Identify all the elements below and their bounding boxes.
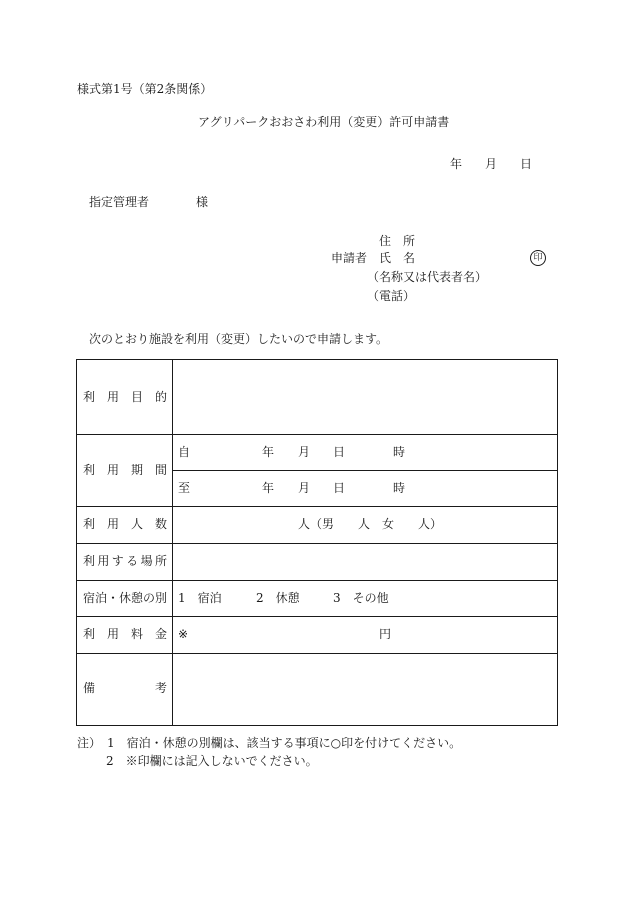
persons-value: 人（男 人 女 人） [298,517,443,531]
period-label-char: 期 [130,463,143,477]
addressee-label: 指定管理者 [89,195,150,209]
persons-label-char: 利 [83,517,96,531]
period-to-prefix: 至 [178,481,191,495]
row-divider [77,434,557,435]
purpose-label [83,391,167,403]
remarks-label [83,682,167,694]
intro-text: 次のとおり施設を利用（変更）したいので申請します。 [89,332,389,346]
remarks-field[interactable] [173,654,557,725]
fee-label-char: 利 [83,627,96,641]
purpose-label-char: 利 [83,390,96,404]
fee-label-char: 用 [106,627,119,641]
period-to-hour: 時 [393,481,406,495]
row-divider [77,580,557,581]
addressee-honorific: 様 [196,195,209,209]
purpose-label-char: 用 [106,390,119,404]
note-line-2: 2 ※印欄には記入しないでください。 [106,754,318,768]
form-number: 様式第1号（第2条関係） [77,82,213,96]
period-label-char: 利 [83,463,96,477]
persons-label-char: 人 [130,517,143,531]
fee-mark: ※ [178,627,189,641]
place-label [83,555,167,567]
application-table [76,359,558,726]
address-label: 住 所 [379,234,416,248]
stay-type-label: 宿泊・休憩の別 [83,591,168,605]
persons-label-char: 用 [106,517,119,531]
place-label-char: る [126,554,139,568]
period-to-year: 年 [262,481,275,495]
period-from-hour: 時 [393,445,406,459]
representative-label: （名称又は代表者名） [367,270,488,284]
remarks-label-char: 考 [154,681,167,695]
seal-mark: 印 [530,250,546,266]
place-label-char: 所 [154,554,167,568]
fee-label [83,628,167,640]
place-label-char: 利 [83,554,96,568]
row-divider [77,506,557,507]
fee-label-char: 料 [130,627,143,641]
stay-option-2: 2 休憩 [256,591,300,605]
period-label-char: 間 [154,463,167,477]
stay-option-3: 3 その他 [333,591,389,605]
persons-label [83,518,167,530]
note-line-1: 注） 1 宿泊・休憩の別欄は、該当する事項に○印を付けてください。 [77,736,462,750]
place-label-char: 用 [97,554,110,568]
row-divider [172,470,557,471]
period-from-day: 日 [333,445,346,459]
period-to-day: 日 [333,481,346,495]
persons-label-char: 数 [154,517,167,531]
name-label: 氏 名 [379,251,416,265]
date-month-label: 月 [485,157,498,171]
remarks-label-char: 備 [83,681,96,695]
place-label-char: 場 [140,554,153,568]
place-label-char: す [111,554,124,568]
period-label-char: 用 [106,463,119,477]
purpose-label-char: 的 [154,390,167,404]
purpose-label-char: 目 [130,390,143,404]
period-from-prefix: 自 [178,445,191,459]
document-title: アグリパークおおさわ利用（変更）許可申請書 [198,115,450,129]
row-divider [77,616,557,617]
phone-label: （電話） [367,289,416,303]
date-day-label: 日 [520,157,533,171]
fee-unit: 円 [379,627,392,641]
row-divider [77,543,557,544]
period-to-month: 月 [298,481,311,495]
date-year-label: 年 [450,157,463,171]
period-from-month: 月 [298,445,311,459]
purpose-field[interactable] [173,360,557,433]
period-from-year: 年 [262,445,275,459]
fee-label-char: 金 [154,627,167,641]
stay-option-1: 1 宿泊 [178,591,222,605]
period-label [83,464,167,476]
applicant-label: 申請者 [331,251,368,265]
